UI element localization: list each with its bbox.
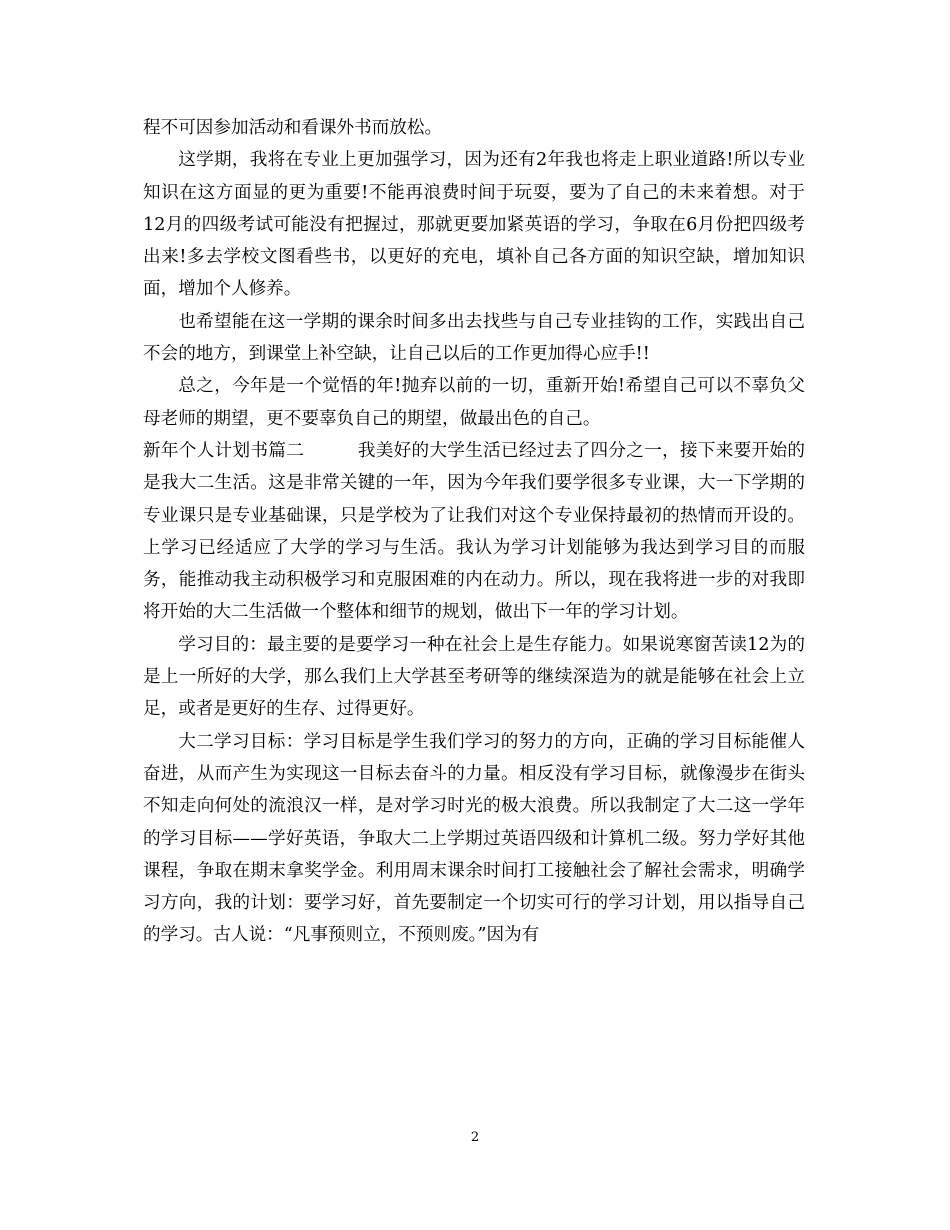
document-body [143, 112, 805, 952]
page-number: 2 [470, 1130, 480, 1145]
paragraph-continuation: 程不可因参加活动和看课外书而放松。 [143, 118, 443, 138]
paragraph-part-time-work: 也希望能在这一学期的课余时间多出去找些与自己专业挂钩的工作，实践出自己不会的地方，到课堂上补空缺，让自己以后的工作更加得心应手!! [143, 311, 805, 365]
paragraph-conclusion: 总之，今年是一个觉悟的年!抛弃以前的一切，重新开始!希望自己可以不辜负父母老师的期望，更不要辜负自己的期望，做最出色的自己。 [143, 376, 805, 429]
paragraph-study-purpose: 学习目的：最主要的是要学习一种在社会上是生存能力。如果说寒窗苦读12为的是上一所好的大学，那么我们上大学甚至考研等的继续深造为的就是能够在社会上立足，或者是更好的生存、过得更好。 [143, 634, 805, 720]
paragraph-section-two: 新年个人计划书篇二 我美好的大学生活已经过去了四分之一，接下来要开始的是我大二生活。这是非常关键的一年，因为今年我们要学很多专业课，大一下学期的专业课只是专业基础课，只是学校为了让我们对这个专业保持最初的热情而开设的。上学习已经适应了大学的学习与生活。我认为学习计划能够为我达到学习目的而服务，能推动我主动积极学习和克服困难的内在动力。所以，现在我将进一步的对我即将开始的大二生活做一个整体和细节的规划，做出下一年的学习计划。 [143, 440, 805, 623]
paragraph-study-goals: 大二学习目标：学习目标是学生我们学习的努力的方向，正确的学习目标能催人奋进，从而产生为实现这一目标去奋斗的力量。相反没有学习目标，就像漫步在街头不知走向何处的流浪汉一样，是对学习时光的极大浪费。所以我制定了大二这一学年的学习目标——学好英语，争取大二上学期过英语四级和计算机二级。努力学好其他课程，争取在期末拿奖学金。利用周末课余时间打工接触社会了解社会需求，明确学习方向，我的计划：要学习好，首先要制定一个切实可行的学习计划，用以指导自己的学习。古人说：“凡事预则立，不预则废。”因为有 [143, 731, 805, 946]
paragraph-study-plan: 这学期，我将在专业上更加强学习，因为还有2年我也将走上职业道路!所以专业知识在这方面显的更为重要!不能再浪费时间于玩耍，要为了自己的未来着想。对于12月的四级考试可能没有把握过，那就更要加紧英语的学习，争取在6月份把四级考出来!多去学校文图看些书，以更好的充电，填补自己各方面的知识空缺，增加知识面，增加个人修养。 [143, 150, 805, 300]
